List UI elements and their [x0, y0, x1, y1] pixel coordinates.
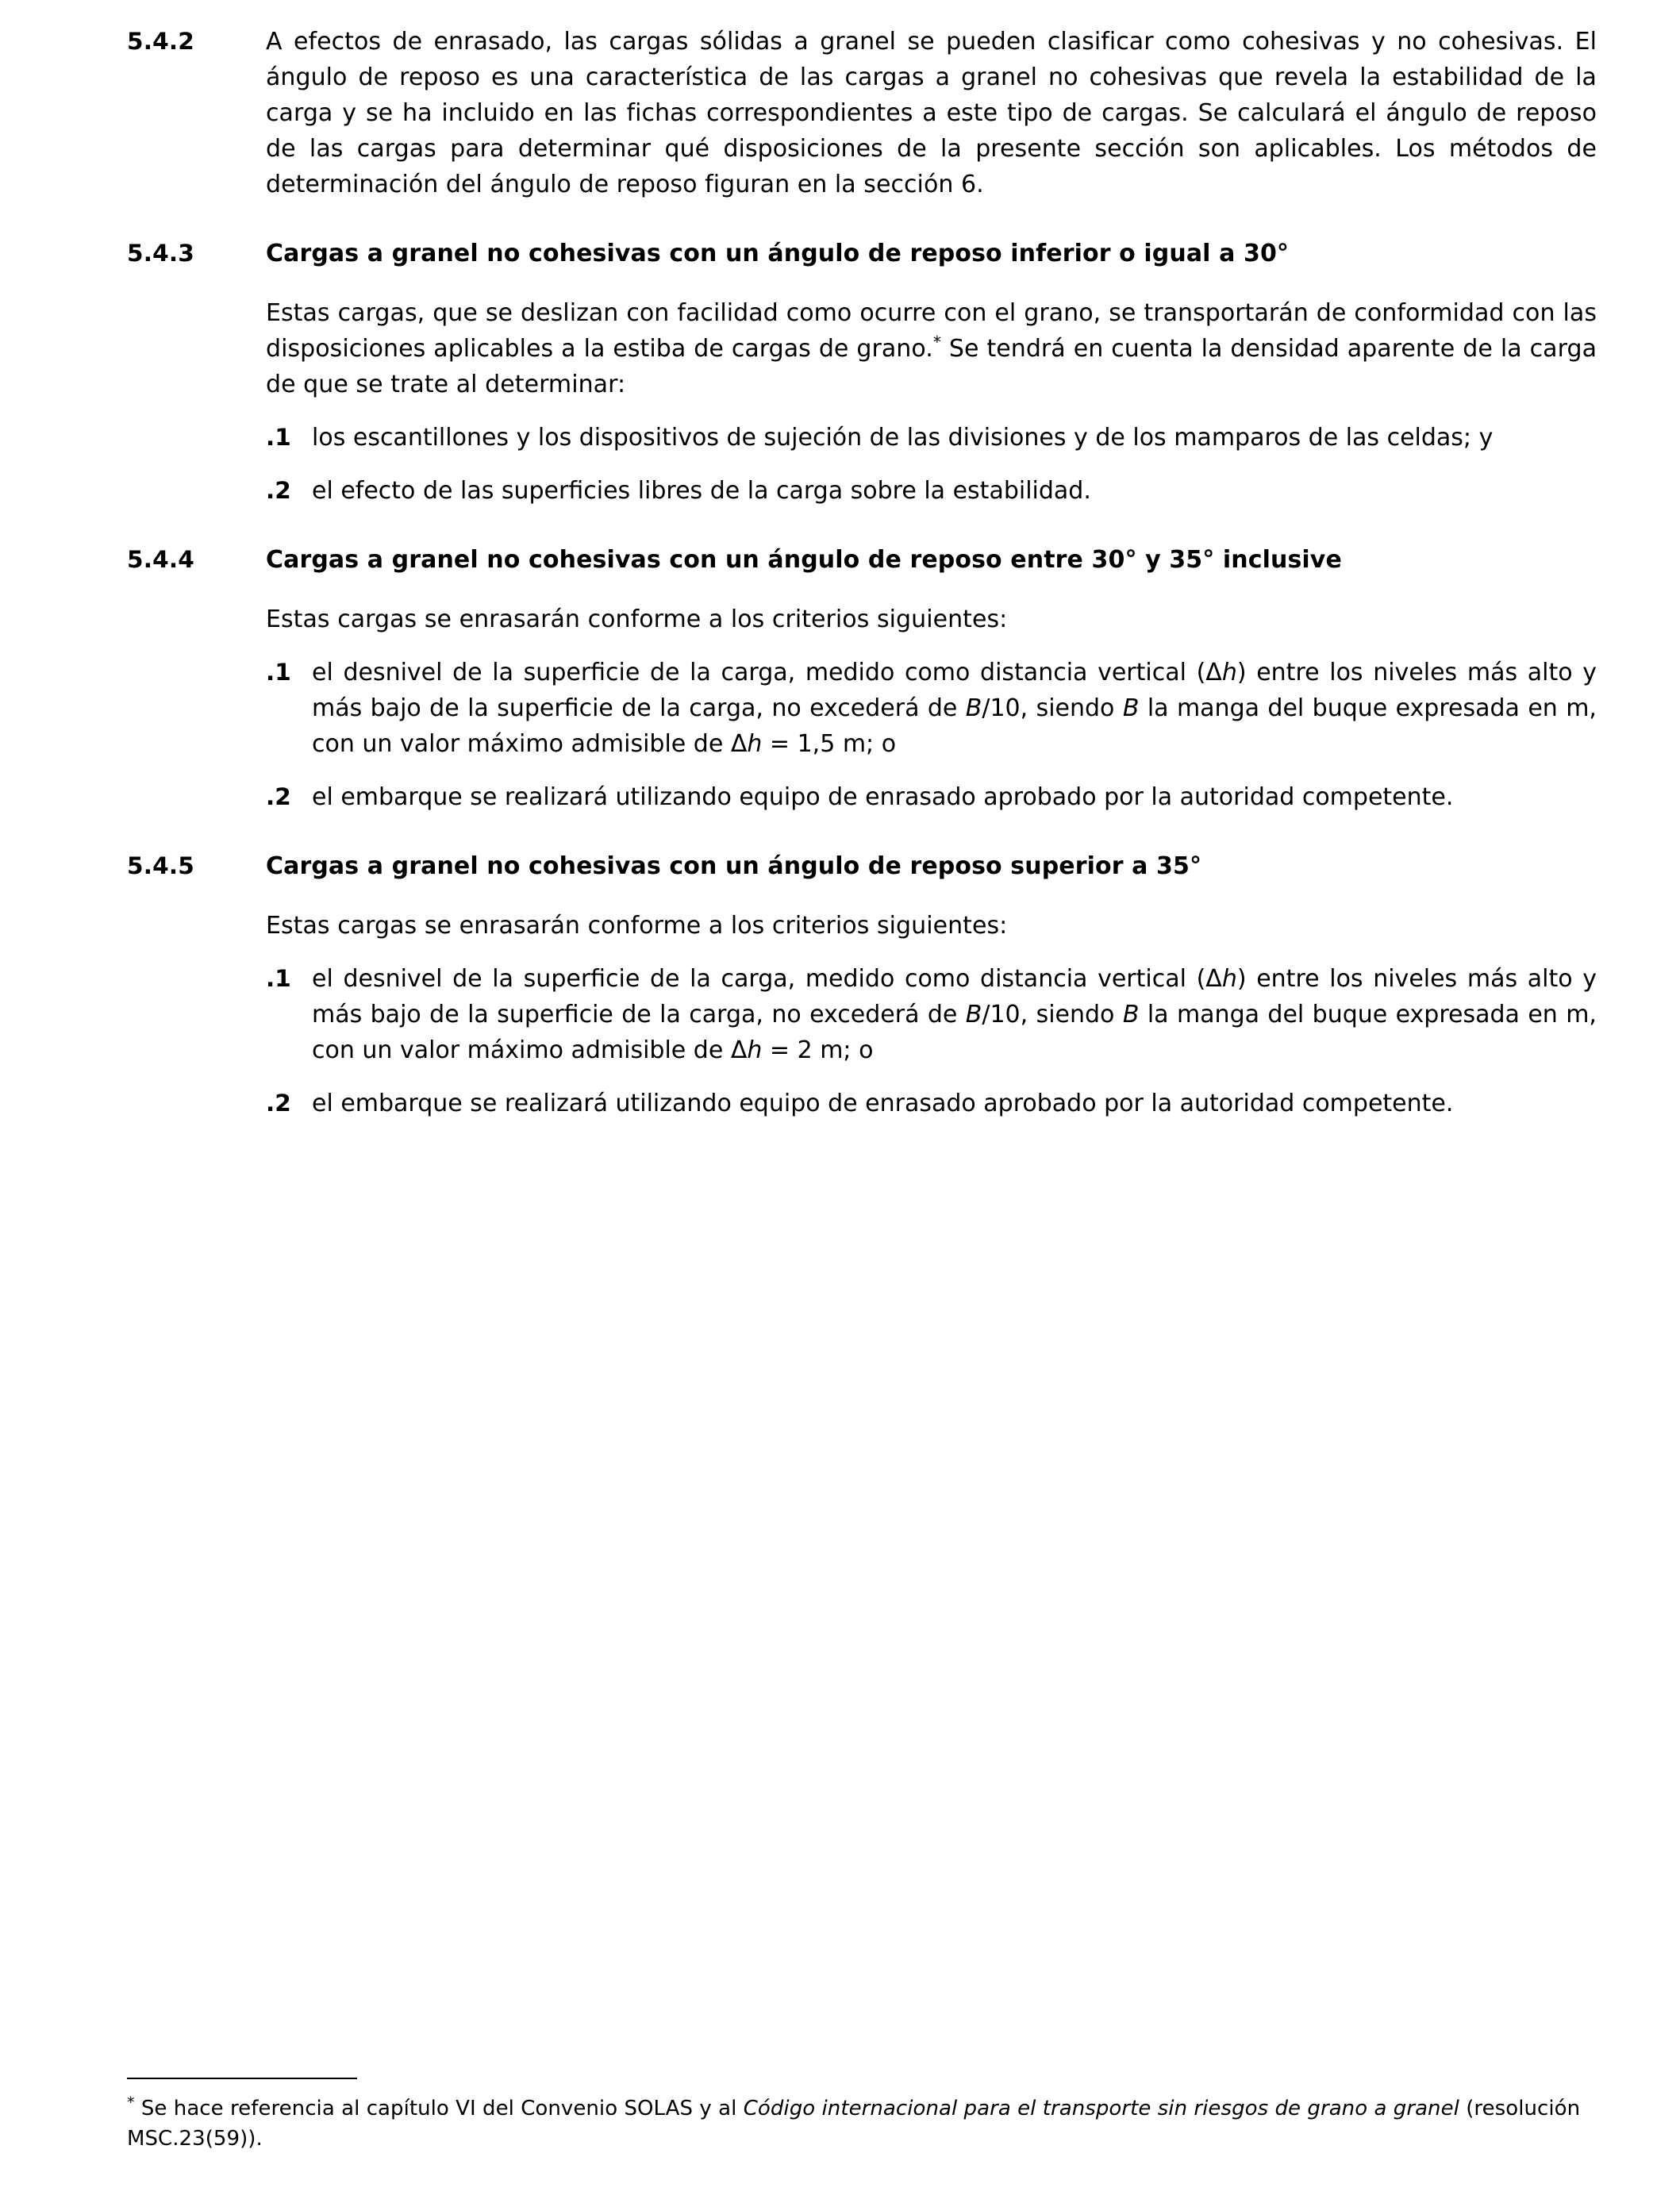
- list-item: [266, 1086, 1597, 1121]
- text-part: /10, siendo: [982, 694, 1123, 722]
- list-item: [266, 779, 1597, 815]
- text-part: ) entre los niveles más alto y más bajo de la superficie de la carga, no excederá de: [312, 659, 1597, 722]
- section-paragraph: A efectos de enrasado, las cargas sólidas a granel se pueden clasificar como cohesivas y no cohesivas. El ángulo de reposo es una característica de las cargas a granel no cohesivas que revela la estabilidad de la carga y se ha incluido en las fichas correspondientes a este tipo de cargas. Se calculará el ángulo de reposo de las cargas para determinar qué disposiciones de la presente sección son aplicables. Los métodos de determinación del ángulo de reposo figuran en la sección 6.: [266, 28, 1597, 198]
- section-5-4-3: [127, 236, 1597, 271]
- variable-h: h: [747, 730, 763, 758]
- section-number: 5.4.4: [127, 546, 194, 573]
- list-item: [266, 473, 1597, 509]
- footnote: [127, 2078, 1597, 2154]
- list-item: [266, 420, 1597, 456]
- list-item-label: .2: [266, 477, 291, 504]
- list-item-label: .2: [266, 1090, 291, 1117]
- section-5-4-5-intro: [127, 908, 1597, 944]
- section-intro: [266, 295, 1597, 402]
- footnote-divider: [127, 2078, 357, 2079]
- section-number: 5.4.2: [127, 28, 194, 55]
- variable-b: B: [965, 1001, 982, 1028]
- section-intro: Estas cargas se enrasarán conforme a los criterios siguientes:: [266, 912, 1008, 940]
- list-item-text: el efecto de las superficies libres de la carga sobre la estabilidad.: [312, 477, 1091, 505]
- list-item: [266, 961, 1597, 1068]
- list-item-label: .1: [266, 659, 291, 686]
- footnote-part: Se hace referencia al capítulo VI del Convenio SOLAS y al: [134, 2097, 744, 2120]
- text-part: el desnivel de la superficie de la carga, medido como distancia vertical (Δ: [312, 659, 1222, 686]
- section-heading: Cargas a granel no cohesivas con un ángulo de reposo inferior o igual a 30°: [266, 240, 1290, 267]
- section-heading: Cargas a granel no cohesivas con un ángulo de reposo superior a 35°: [266, 852, 1202, 880]
- section-5-4-3-intro: [127, 295, 1597, 402]
- variable-b: B: [1122, 694, 1140, 722]
- section-intro: Estas cargas se enrasarán conforme a los criterios siguientes:: [266, 606, 1008, 633]
- footnote-title: Código internacional para el transporte sin riesgos de grano a granel: [743, 2097, 1459, 2120]
- footnote-text: [127, 2093, 1597, 2154]
- text-part: ) entre los niveles más alto y más bajo de la superficie de la carga, no excederá de: [312, 965, 1597, 1028]
- footnote-marker: *: [127, 2093, 135, 2112]
- list-item: [266, 655, 1597, 762]
- section-5-4-5: [127, 848, 1597, 884]
- section-5-4-4: [127, 542, 1597, 578]
- text-part: = 2 m; o: [762, 1036, 874, 1064]
- variable-h: h: [747, 1036, 763, 1064]
- text-part: la manga del buque expresada en m, con un valor máximo admisible de Δ: [312, 694, 1597, 758]
- variable-b: B: [1122, 1001, 1140, 1028]
- intro-text-after-footnote: Se tendrá en cuenta la densidad aparente de la carga de que se trate al determinar:: [266, 335, 1597, 398]
- text-part: /10, siendo: [982, 1001, 1123, 1028]
- variable-h: h: [1221, 965, 1237, 993]
- footnote-marker: *: [932, 333, 941, 352]
- text-part: = 1,5 m; o: [762, 730, 897, 758]
- list-item-text: los escantillones y los dispositivos de sujeción de las divisiones y de los mamparos de las celdas; y: [312, 424, 1494, 452]
- text-part: el desnivel de la superficie de la carga, medido como distancia vertical (Δ: [312, 965, 1222, 993]
- list-item-label: .1: [266, 424, 291, 451]
- section-5-4-2: [127, 24, 1597, 202]
- list-item-label: .2: [266, 783, 291, 810]
- section-number: 5.4.3: [127, 240, 194, 267]
- footnote-part: (resolución MSC.23(59)).: [127, 2097, 1581, 2151]
- list-item-text: [312, 961, 1597, 1068]
- section-number: 5.4.5: [127, 852, 194, 879]
- list-item-text: [312, 655, 1597, 762]
- variable-b: B: [965, 694, 982, 722]
- variable-h: h: [1221, 659, 1237, 686]
- intro-text-before-footnote: Estas cargas, que se deslizan con facilidad como ocurre con el grano, se transportarán de conformidad con las disposiciones aplicables a la estiba de cargas de grano.: [266, 299, 1597, 363]
- section-5-4-4-intro: [127, 602, 1597, 637]
- text-part: la manga del buque expresada en m, con un valor máximo admisible de Δ: [312, 1001, 1597, 1064]
- list-item-text: el embarque se realizará utilizando equipo de enrasado aprobado por la autoridad competente.: [312, 783, 1454, 811]
- list-item-label: .1: [266, 965, 291, 992]
- list-item-text: el embarque se realizará utilizando equipo de enrasado aprobado por la autoridad competente.: [312, 1090, 1454, 1117]
- section-heading: Cargas a granel no cohesivas con un ángulo de reposo entre 30° y 35° inclusive: [266, 546, 1342, 574]
